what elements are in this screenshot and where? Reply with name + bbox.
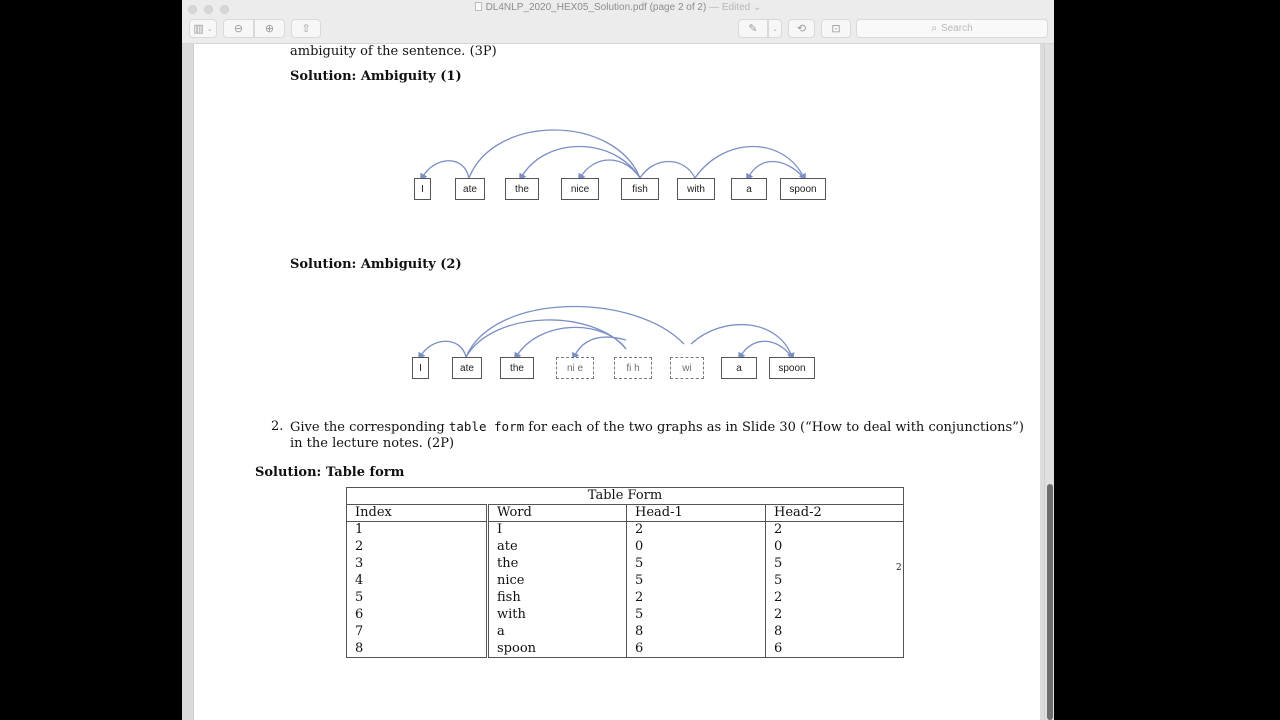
- markup-button[interactable]: [738, 19, 768, 38]
- table-row: 3 the 5 5: [347, 556, 904, 573]
- filename: DL4NLP_2020_HEX05_Solution.pdf: [485, 2, 647, 13]
- column-header: Word: [488, 505, 627, 522]
- page-number: 2: [896, 563, 902, 573]
- search-icon: ⌕: [931, 23, 937, 34]
- column-header: Head-1: [627, 505, 766, 522]
- search-placeholder: Search: [940, 23, 973, 34]
- question-2-line-1: Give the corresponding table form for each of the two graphs as in Slide 30 (“How to deal with conjunctions”): [290, 419, 1024, 435]
- pdf-viewer-window: [182, 0, 1054, 720]
- word-box: ate: [452, 357, 482, 379]
- word-box: a: [721, 357, 757, 379]
- word-box: ate: [455, 178, 485, 200]
- table-row: 6 with 5 2: [347, 607, 904, 624]
- column-header: Head-2: [766, 505, 904, 522]
- word-box: I: [414, 178, 431, 200]
- title-separator: —: [709, 2, 720, 13]
- word-box: fish: [621, 178, 659, 200]
- intro-line: ambiguity of the sentence. (3P): [290, 44, 497, 59]
- left-gutter: [182, 44, 194, 720]
- rotate-button[interactable]: [788, 19, 815, 38]
- chevron-down-icon: ⌄: [772, 24, 778, 33]
- markup-dropdown-button[interactable]: [768, 19, 782, 38]
- word-box: spoon: [769, 357, 815, 379]
- zoom-out-button[interactable]: [223, 19, 254, 38]
- pdf-page: [194, 44, 1042, 720]
- word-box-corrupted: fi h: [614, 357, 652, 379]
- word-box: with: [677, 178, 715, 200]
- scrollbar-thumb[interactable]: [1047, 484, 1053, 720]
- window-title: [182, 2, 1054, 13]
- solution-ambiguity-1-heading: Solution: Ambiguity (1): [290, 69, 462, 84]
- table-form: [346, 487, 904, 658]
- word-box: the: [500, 357, 534, 379]
- question-2-number: 2.: [271, 419, 284, 434]
- question-2-line-2: in the lecture notes. (2P): [290, 436, 455, 451]
- table-row: 8 spoon 6 6: [347, 641, 904, 658]
- word-box-corrupted: wi: [670, 357, 704, 379]
- title-bar: [182, 0, 1054, 44]
- share-icon: ⇧: [301, 22, 311, 35]
- markup-toolbar-button[interactable]: [821, 19, 851, 38]
- vertical-scrollbar[interactable]: [1044, 44, 1054, 720]
- solution-table-heading: Solution: Table form: [255, 465, 405, 480]
- share-button[interactable]: [291, 19, 321, 38]
- pen-icon: ✎: [748, 22, 758, 35]
- table-row: 5 fish 2 2: [347, 590, 904, 607]
- dependency-graph-2: [194, 44, 1042, 394]
- toolbox-icon: ⊡: [831, 22, 841, 35]
- word-box: a: [731, 178, 767, 200]
- sidebar-toggle-button[interactable]: [189, 19, 217, 38]
- chevron-down-icon: ⌄: [753, 2, 762, 13]
- dependency-arcs-2: [194, 44, 1042, 394]
- word-box-corrupted: ni e: [556, 357, 594, 379]
- search-input[interactable]: [856, 19, 1048, 38]
- word-box: I: [412, 357, 429, 379]
- solution-ambiguity-2-heading: Solution: Ambiguity (2): [290, 257, 462, 272]
- table-row: 7 a 8 8: [347, 624, 904, 641]
- zoom-in-button[interactable]: [254, 19, 285, 38]
- sidebar-icon: ▥: [193, 22, 204, 35]
- table-caption: Table Form: [347, 488, 904, 505]
- word-box: the: [505, 178, 539, 200]
- table-row: 2 ate 0 0: [347, 539, 904, 556]
- column-header: Index: [347, 505, 488, 522]
- word-box: nice: [561, 178, 599, 200]
- inline-code: table form: [448, 419, 525, 434]
- page-info: (page 2 of 2): [649, 2, 707, 13]
- table-row: 4 nice 5 5: [347, 573, 904, 590]
- table-row: 1 I 2 2: [347, 522, 904, 539]
- edited-menu[interactable]: Edited ⌄: [721, 2, 762, 13]
- zoom-in-icon: ⊕: [264, 22, 275, 35]
- pdf-document-icon: [475, 2, 482, 11]
- chevron-down-icon: ⌄: [206, 24, 213, 33]
- word-box: spoon: [780, 178, 826, 200]
- rotate-icon: ⟲: [796, 22, 807, 35]
- zoom-out-icon: ⊖: [233, 22, 244, 35]
